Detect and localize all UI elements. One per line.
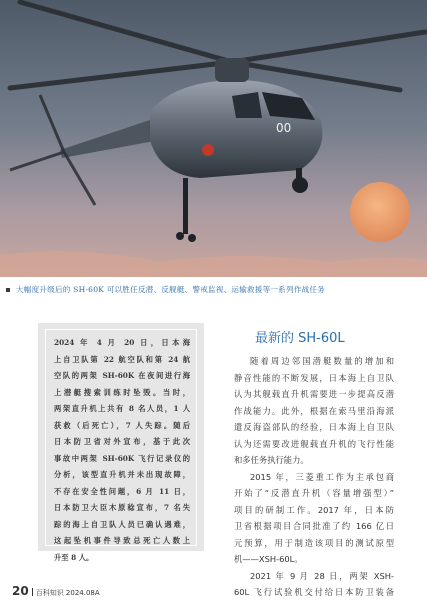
helicopter-image: [0, 0, 427, 277]
sidebar-box-text: [54, 335, 190, 566]
sidebar-line: 不存在安全性问题，6 月 11 日，: [54, 486, 190, 496]
article-line: 60L 飞行试验机交付给日本防卫装备: [234, 587, 394, 597]
publication-name: 百科知识 2024.08A: [35, 589, 100, 597]
tail-marking: 00: [276, 121, 292, 135]
article-line: 遣反海盗部队的经验，日本海上自卫队: [234, 422, 394, 432]
article-line: 和多任务执行能力。: [234, 455, 309, 465]
article-line: 机——XSH-60L。: [234, 554, 303, 564]
article-line: 认为还需要改进舰载直升机的飞行性能: [234, 438, 394, 449]
sidebar-line: 踪的海上自卫队人员已确认遇难，: [54, 519, 190, 529]
article-line: 随着周边邻国潜艇数量的增加和: [250, 356, 394, 366]
article-line: 元预算，用于制造该项目的测试原型: [234, 537, 394, 548]
page-footer: [12, 580, 100, 599]
helicopter-photo: [0, 0, 427, 277]
sidebar-line: 分析，该型直升机并未出现故障，: [54, 470, 190, 479]
sidebar-line: 升至 8 人。: [54, 552, 94, 562]
moon: [350, 182, 410, 242]
sidebar-line: 两架直升机上共有 8 名人员，1 人: [54, 404, 190, 413]
caption-bullet: [6, 288, 10, 292]
article-body: [234, 353, 394, 601]
sidebar-line: 日本防卫大臣木原稔宣布，7 名失: [54, 503, 190, 512]
article-line: 2021 年 9 月 28 日，两架 XSH-: [250, 570, 394, 581]
article-line: 2015 年，三菱重工作为主承包商: [250, 471, 394, 482]
sidebar-line: 获救（后死亡），7 人失踪。随后: [54, 420, 190, 430]
photo-caption: [0, 278, 427, 302]
article-heading: 最新的 SH-60L: [255, 331, 345, 346]
sidebar-line: 这起坠机事件导致总死亡人数上: [54, 536, 190, 545]
sidebar-line: 上自卫队第 22 航空队和第 24 航: [54, 354, 190, 364]
footer-divider: [32, 588, 33, 596]
article-line: 认为其舰载直升机需要进一步提高反潜: [234, 389, 394, 399]
caption-text: 大幅度升级后的 SH-60K 可以胜任反潜、反舰艇、警戒监视、运输救援等一系列作战任务: [16, 285, 325, 294]
page-number: 20: [12, 584, 29, 598]
sidebar-line: 2024 年 4 月 20 日，日本海: [54, 338, 190, 347]
article-line: 项目的研制工作。2017 年，日本防: [234, 504, 394, 515]
article-line: 作战能力。此外，根据在索马里沿海派: [234, 405, 394, 416]
sidebar-line: 事故中两架 SH-60K 飞行记录仪的: [54, 453, 190, 463]
sidebar-box: [38, 323, 204, 562]
sidebar-line: 日本防卫省对外宣布，基于此次: [54, 437, 190, 446]
article-line: 静音性能的不断发展，日本海上自卫队: [234, 372, 394, 383]
sidebar-line: 空队的两架 SH-60K 在夜间进行海: [54, 371, 190, 380]
article-line: 卫省根据项目合同批准了约 166 亿日: [234, 521, 394, 531]
article-line: 开始了“反潜直升机（容量增强型）”: [234, 488, 394, 498]
sidebar-line: 上潜艇搜索训练时坠毁。当时，: [54, 387, 190, 397]
